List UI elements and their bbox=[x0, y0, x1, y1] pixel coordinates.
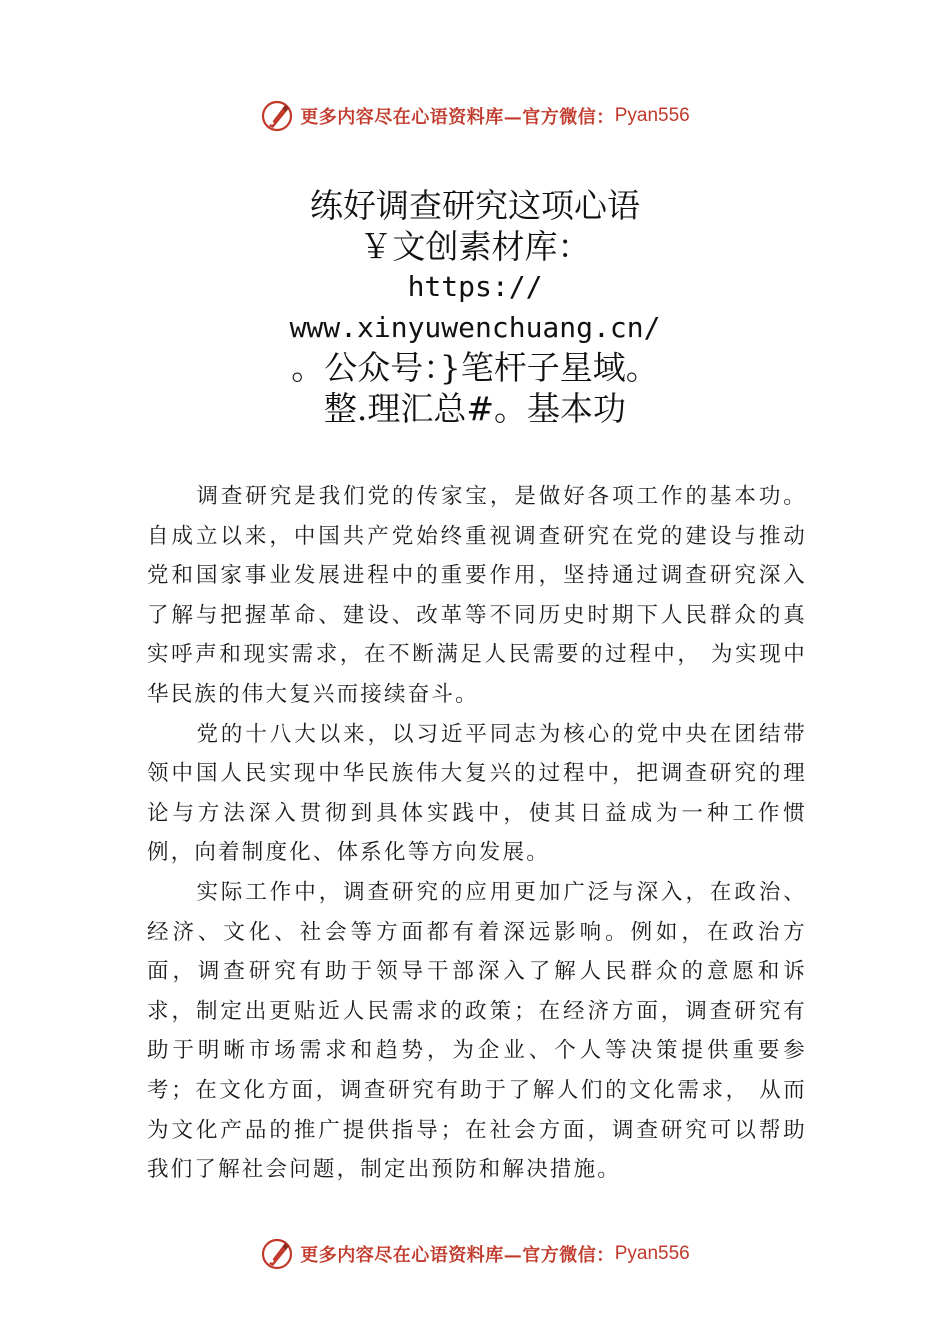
banner-text: 更多内容尽在心语资料库—官方微信： bbox=[300, 107, 615, 128]
banner-wechat-handle: Pyan556 bbox=[614, 1243, 690, 1264]
body-paragraph-1: 调查研究是我们党的传家宝，是做好各项工作的基本功。自成立以来，中国共产党始终重视调查研究在党的建设与推动党和国家事业发展进程中的重要作用，坚持通过调查研究深入了解与把握革命、建设、改革等不同历史时期下人民群众的真实呼声和现实需求，在不断满足人民需要的过程中， 为实现中华民族的伟大复兴而接续奋斗。 bbox=[147, 484, 807, 707]
pen-logo-icon bbox=[260, 99, 294, 133]
body-paragraph-3: 实际工作中，调查研究的应用更加广泛与深入，在政治、经济、文化、社会等方面都有着深远影响。例如，在政治方面，调查研究有助于领导干部深入了解人民群众的意愿和诉求，制定出更贴近人民需求的政策；在经济方面，调查研究有助于明晰市场需求和趋势，为企业、个人等决策提供重要参考；在文化方面，调查研究有助于了解人们的文化需求， 从而为文化产品的推广提供指导；在社会方面，调查研究可以帮助我们了解社会问题，制定出预防和解决措施。 bbox=[147, 879, 807, 1183]
banner-wechat-handle: Pyan556 bbox=[614, 105, 690, 126]
footer-banner bbox=[0, 1234, 950, 1274]
body-paragraph-2: 党的十八大以来，以习近平同志为核心的党中央在团结带领中国人民实现中华民族伟大复兴的过程中，把调查研究的理论与方法深入贯彻到具体实践中，使其日益成为一种工作惯例，向着制度化、体系化等方向发展。 bbox=[147, 721, 807, 866]
title-line-1: 练好调查研究这项心语 bbox=[310, 186, 640, 225]
title-line-3: https:// bbox=[407, 270, 543, 303]
pen-logo-icon bbox=[260, 1237, 294, 1271]
title-line-2: ￥文创素材库： bbox=[359, 226, 591, 266]
document-body bbox=[147, 477, 807, 1190]
document-title bbox=[0, 186, 950, 429]
title-line-5: 。公众号：}笔杆子星域。 bbox=[291, 348, 659, 387]
title-line-4: www.xinyuwenchuang.cn/ bbox=[289, 310, 661, 344]
banner-text: 更多内容尽在心语资料库—官方微信： bbox=[300, 1245, 615, 1266]
title-line-6: 整.理汇总#。基本功 bbox=[323, 388, 627, 428]
header-banner bbox=[0, 96, 950, 136]
